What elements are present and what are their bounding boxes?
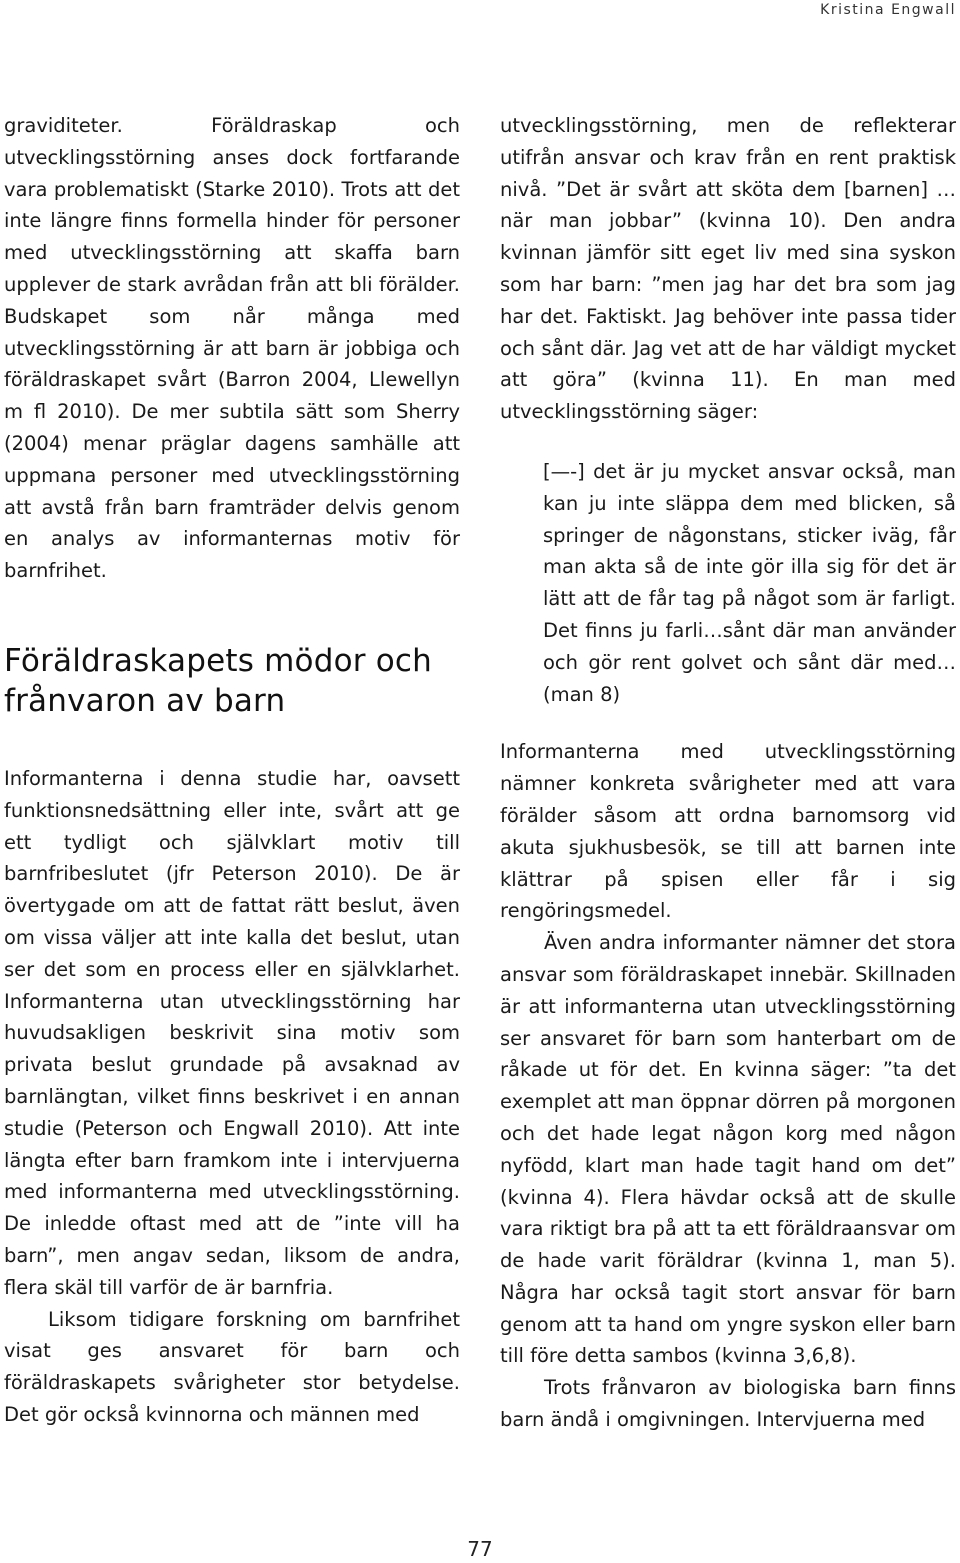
- left-column: [4, 110, 460, 1431]
- body-paragraph: graviditeter. Föräldraskap och utvecklingsstörning anses dock fortfarande vara problematiskt (Starke 2010). Trots att det inte längre finns formella hinder för personer med utvecklingsstörning att skaffa barn upplever de stark avrådan från att bli förälder. Budskapet som når många med utvecklingsstörning är att barn är jobbiga och föräldraskapet svårt (Barron 2004, Llewellyn m fl 2010). De mer subtila sätt som Sherry (2004) menar präglar dagens samhälle att uppmana personer med utvecklingsstörning att avstå från barn framträder delvis genom en analys av informanternas motiv för barnfrihet.: [4, 114, 460, 583]
- section-heading: Föräldraskapets mödor och frånvaron av barn: [4, 642, 432, 719]
- body-paragraph: Trots frånvaron av biologiska barn finns barn ändå i omgivningen. Intervjuerna med: [500, 1376, 956, 1432]
- body-paragraph: Även andra informanter nämner det stora ansvar som föräldraskapet innebär. Skillnaden är att informanterna utan utvecklingsstörning ser ansvaret för barn som hanterbart om de råkade ut för det. En kvinna säger: ”ta det exemplet att man öppnar dörren på morgonen och det hade legat någon korg med någon nyfödd, klart man hade tagit hand om det” (kvinna 4). Flera hävdar också att de skulle vara riktigt bra på att ta ett föräldraansvar om de hade varit föräldrar (kvinna 1, man 5). Några har också tagit stort ansvar för barn genom att ta hand om yngre syskon eller barn till före detta sambos (kvinna 3,6,8).: [500, 931, 956, 1368]
- body-paragraph: Informanterna med utvecklingsstörning nämner konkreta svårigheter med att vara förälder såsom att ordna barnomsorg vid akuta sjukhusbesök, se till att barnen inte klättrar på spisen eller får i sig rengöringsmedel.: [500, 740, 956, 923]
- page-number: 77: [467, 1537, 493, 1561]
- right-column: [500, 110, 956, 1436]
- interview-quote: [543, 456, 956, 710]
- body-paragraph: Liksom tidigare forskning om barnfrihet visat ges ansvaret för barn och föräldraskapets svårigheter stor betydelse. Det gör också kvinnorna och männen med: [4, 1307, 460, 1426]
- quote-text: [—-] det är ju mycket ansvar också, man kan ju inte släppa dem med blicken, så springer de någonstans, sticker iväg, får man akta så de inte gör illa sig för det är lätt att de får tag på något som är farligt. Det finns ju farli…sånt där man använder och gör rent golvet och sånt där med… (man 8): [543, 459, 956, 706]
- body-paragraph: Informanterna i denna studie har, oavsett funktionsnedsättning eller inte, svårt att ge ett tydligt och självklart motiv till barnfribeslutet (jfr Peterson 2010). De är övertygade om att de fattat rätt beslut, även om vissa väljer att inte kalla det beslut, utan ser det som en process eller en självklarhet. Informanterna utan utvecklingsstörning har huvudsakligen beskrivit sina motiv som privata beslut grundade på avsaknad av barnlängtan, vilket finns beskrivet i en annan studie (Peterson och Engwall 2010). Att inte längta efter barn framkom inte i intervjuerna med informanterna med utvecklingsstörning. De inledde oftast med att de ”inte vill ha barn”, men angav sedan, liksom de andra, flera skäl till varför de är barnfria.: [4, 766, 460, 1299]
- running-head-author: Kristina Engwall: [820, 2, 956, 18]
- body-paragraph: utvecklingsstörning, men de reflekterar utifrån ansvar och krav från en rent praktisk nivå. ”Det är svårt att sköta dem [barnen] … när man jobbar” (kvinna 10). Den andra kvinnan jämför sitt eget liv med sina syskon som har barn: ”men jag har det bra som jag har det. Faktiskt. Jag behöver inte passa tider och sånt där. Jag vet att de har väldigt mycket att göra” (kvinna 11). En man med utvecklingsstörning säger:: [500, 114, 956, 424]
